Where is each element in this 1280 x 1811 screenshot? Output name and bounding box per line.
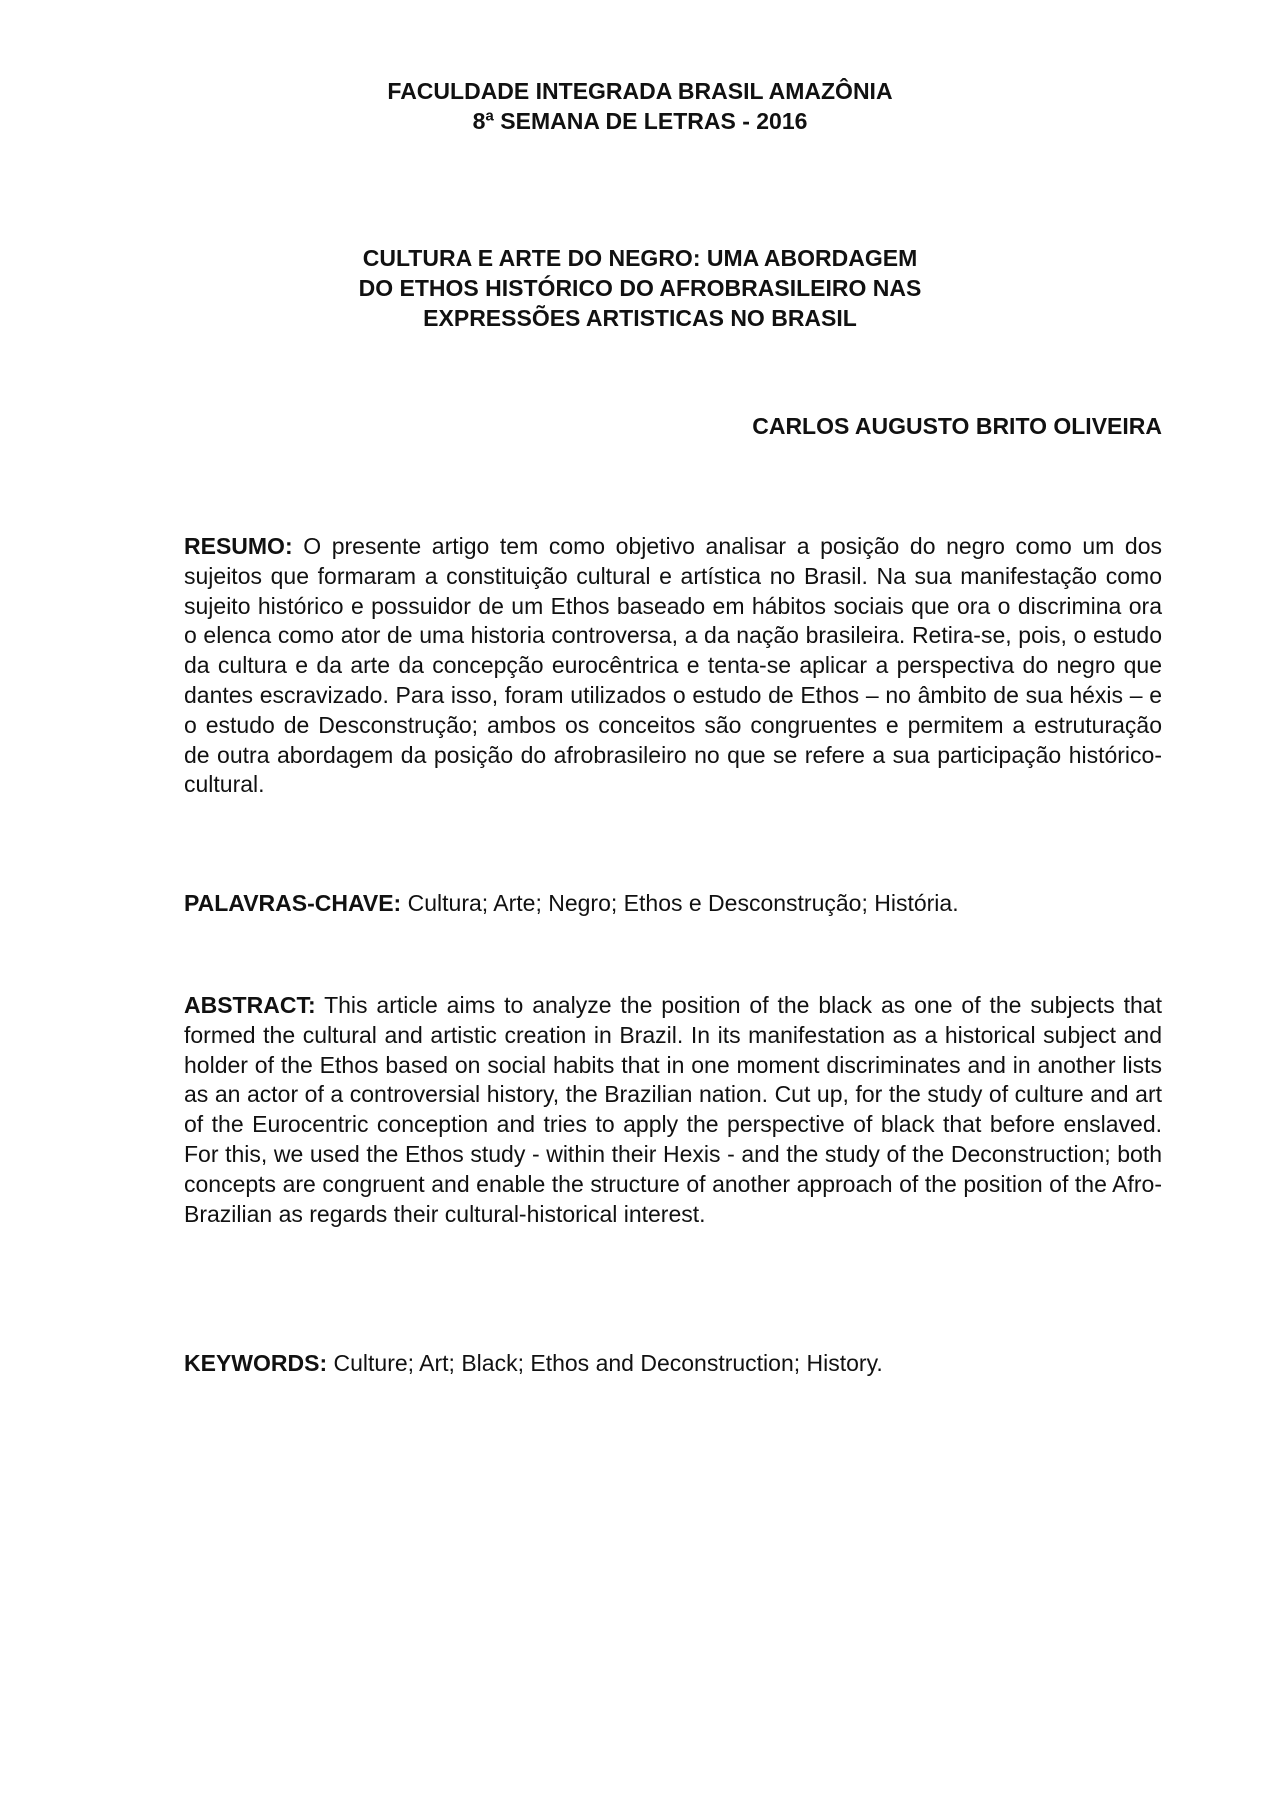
title-line-1: CULTURA E ARTE DO NEGRO: UMA ABORDAGEM <box>362 245 918 271</box>
palavras-chave-text: Cultura; Arte; Negro; Ethos e Desconstrução; História. <box>401 890 959 916</box>
keywords-section <box>184 1349 1162 1379</box>
abstract-label: ABSTRACT: <box>184 992 316 1018</box>
paper-title <box>0 243 1280 333</box>
resumo-section <box>184 532 1162 800</box>
keywords-text: Culture; Art; Black; Ethos and Deconstruction; History. <box>327 1350 883 1376</box>
keywords-label: KEYWORDS: <box>184 1350 328 1376</box>
event-name: 8ª SEMANA DE LETRAS - 2016 <box>472 108 808 134</box>
institution-header <box>0 76 1280 136</box>
palavras-chave-label: PALAVRAS-CHAVE: <box>184 890 402 916</box>
resumo-label: RESUMO: <box>184 533 293 559</box>
author-name: CARLOS AUGUSTO BRITO OLIVEIRA <box>752 413 1162 439</box>
palavras-chave-section <box>184 889 1162 919</box>
title-line-3: EXPRESSÕES ARTISTICAS NO BRASIL <box>423 305 857 331</box>
abstract-section <box>184 991 1162 1229</box>
institution-name: FACULDADE INTEGRADA BRASIL AMAZÔNIA <box>387 78 893 104</box>
title-line-2: DO ETHOS HISTÓRICO DO AFROBRASILEIRO NAS <box>358 275 922 301</box>
abstract-text: This article aims to analyze the position of the black as one of the subjects that formed the cultural and artistic creation in Brazil. In its manifestation as a historical subject and holder of the Ethos based on social habits that in one moment discriminates and in another lists as an actor of a controversial history, the Brazilian nation. Cut up, for the study of culture and art of the Eurocentric conception and tries to apply the perspective of black that before enslaved. For this, we used the Ethos study - within their Hexis - and the study of the Deconstruction; both concepts are congruent and enable the structure of another approach of the position of the Afro-Brazilian as regards their cultural-historical interest. <box>184 992 1162 1227</box>
resumo-text: O presente artigo tem como objetivo analisar a posição do negro como um dos sujeitos que formaram a constituição cultural e artística no Brasil. Na sua manifestação como sujeito histórico e possuidor de um Ethos baseado em hábitos sociais que ora o discrimina ora o elenca como ator de uma historia controversa, a da nação brasileira. Retira-se, pois, o estudo da cultura e da arte da concepção eurocêntrica e tenta-se aplicar a perspectiva do negro que dantes escravizado. Para isso, foram utilizados o estudo de Ethos – no âmbito de sua héxis – e o estudo de Desconstrução; ambos os conceitos são congruentes e permitem a estruturação de outra abordagem da posição do afrobrasileiro no que se refere a sua participação histórico-cultural. <box>184 533 1162 798</box>
